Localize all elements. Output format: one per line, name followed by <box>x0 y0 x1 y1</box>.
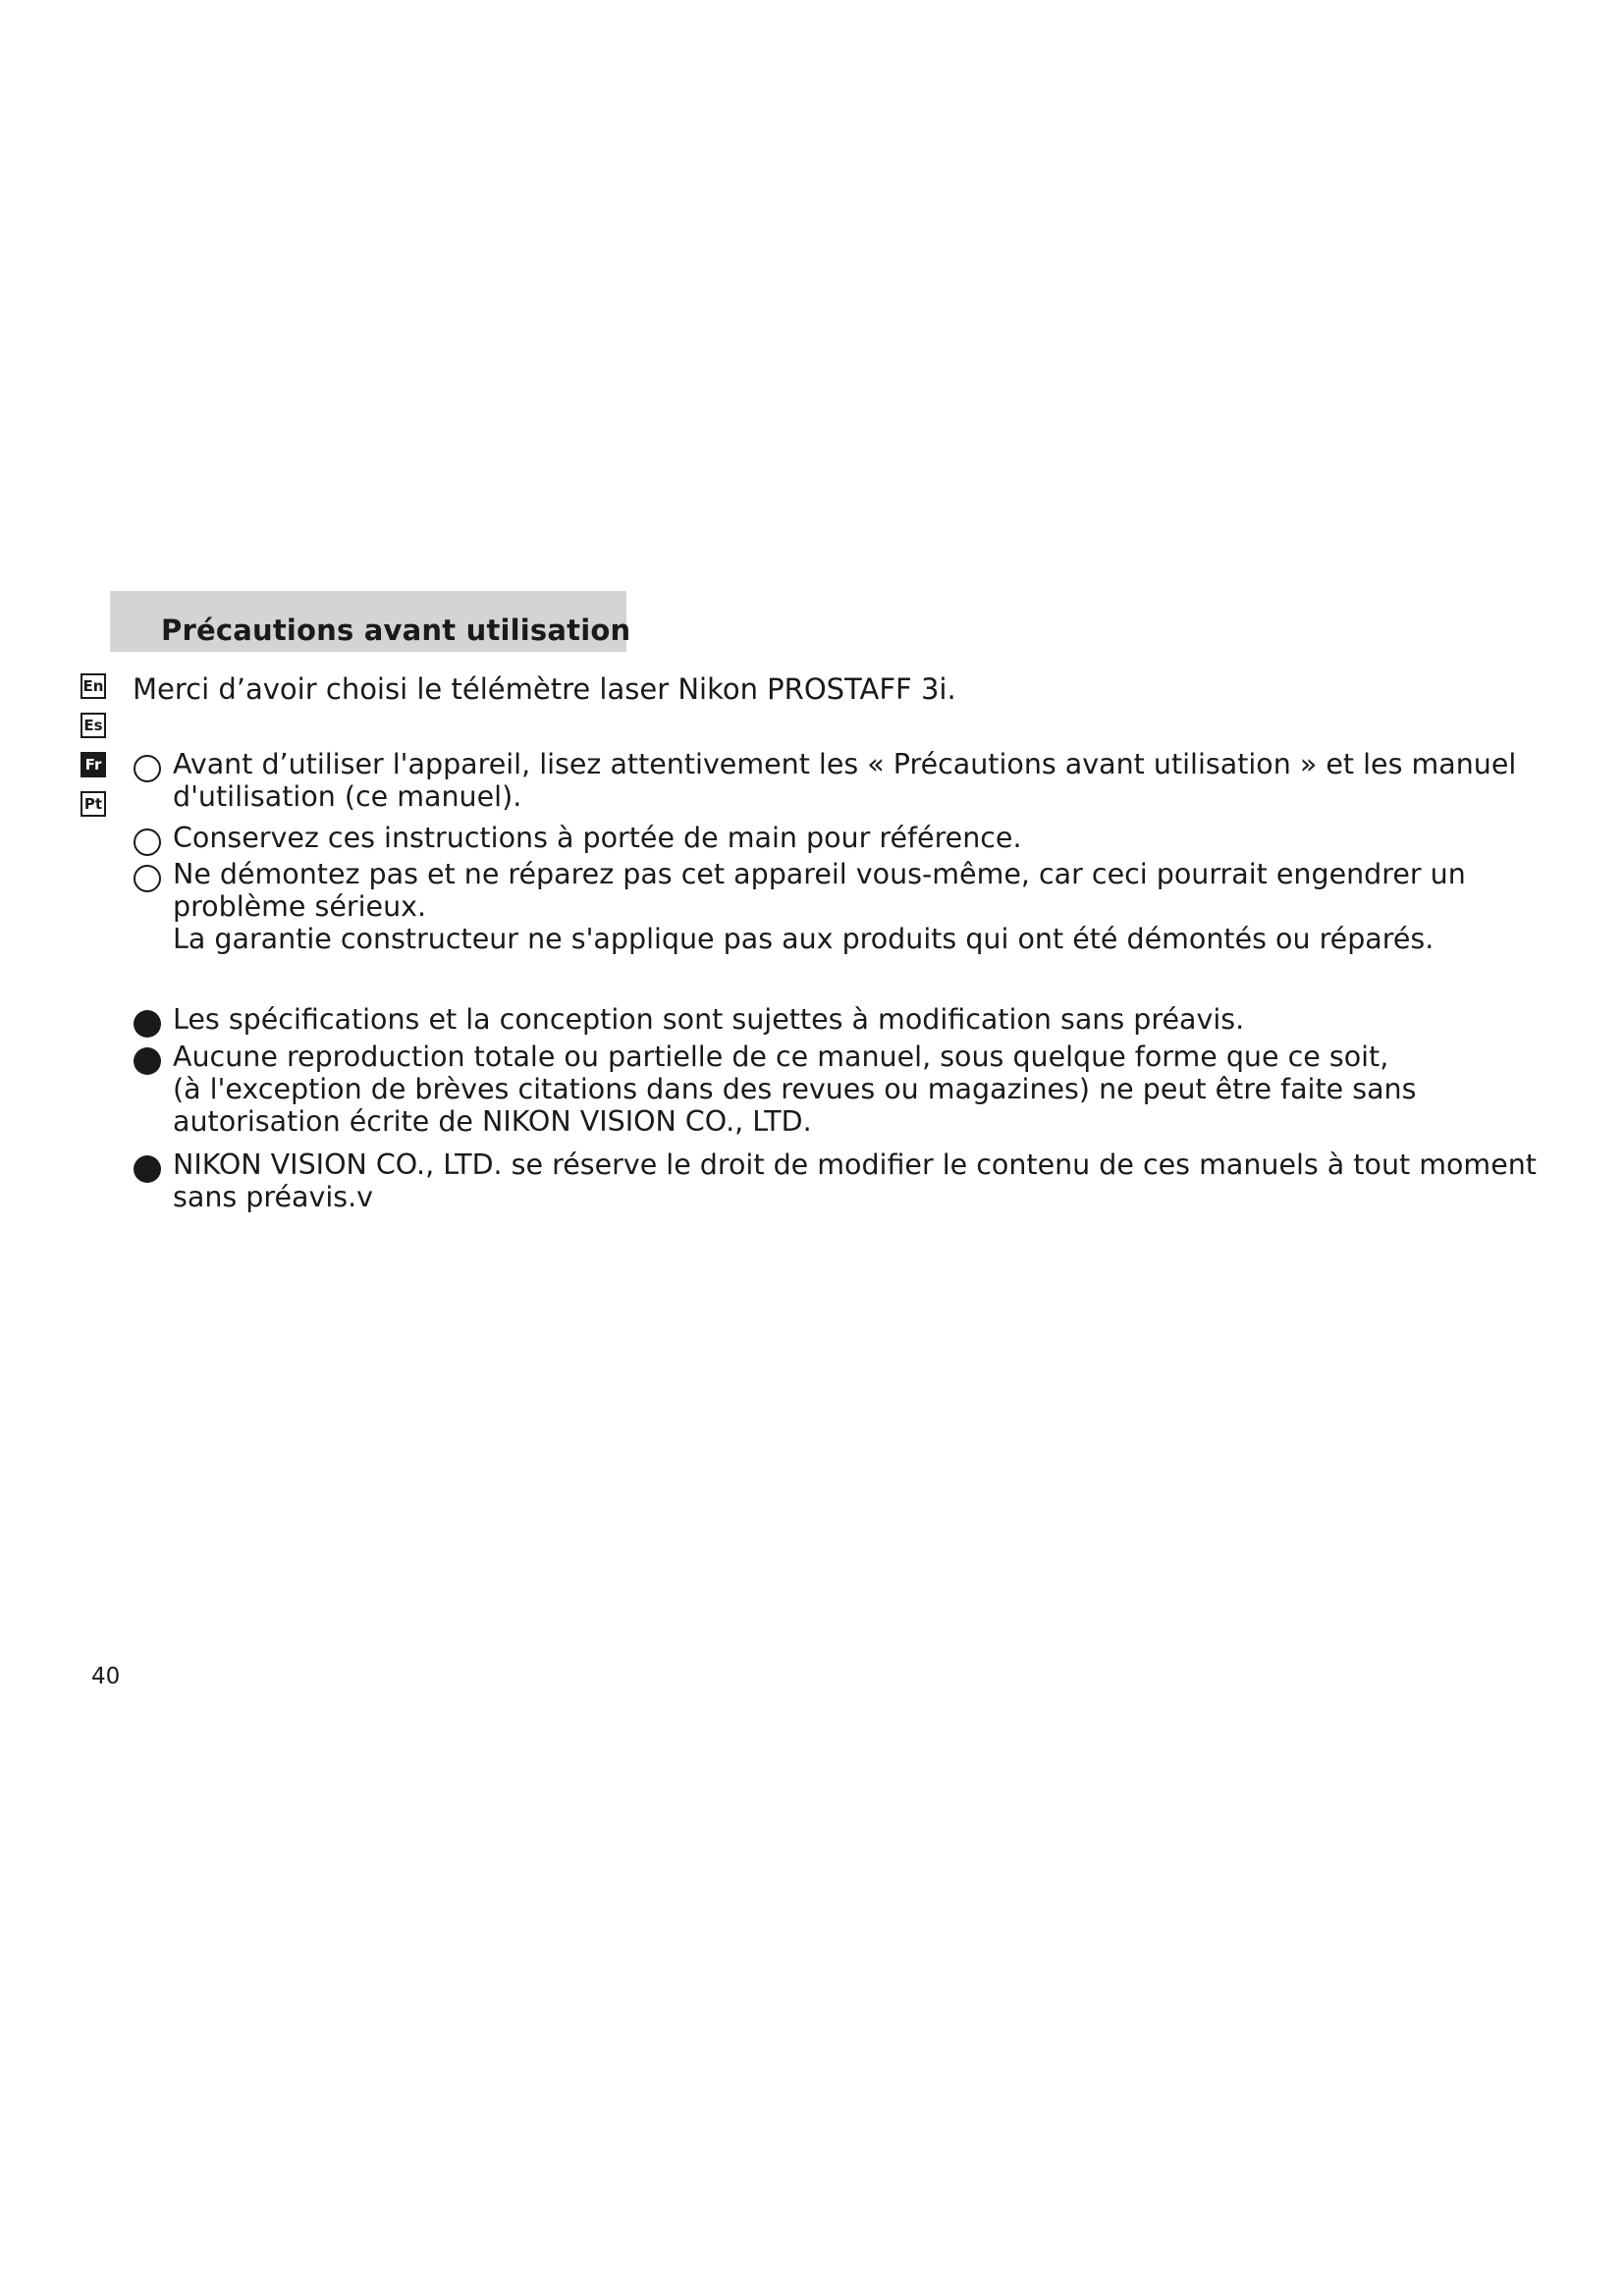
notice-line: Aucune reproduction totale ou partielle de ce manuel, sous quelque forme que ce soit, <box>173 1041 1389 1073</box>
language-tab-en[interactable]: En <box>81 673 106 699</box>
precaution-line: Avant d’utiliser l'appareil, lisez attentivement les « Précautions avant utilisation » et les manuel <box>173 748 1517 780</box>
intro-text: Merci d’avoir choisi le télémètre laser Nikon PROSTAFF 3i. <box>133 672 956 706</box>
language-tab-pt[interactable]: Pt <box>81 791 106 817</box>
notice-line: (à l'exception de brèves citations dans des revues ou magazines) ne peut être faite sans <box>173 1073 1417 1105</box>
language-tab-fr[interactable]: Fr <box>81 752 106 777</box>
notice-line: autorisation écrite de NIKON VISION CO., LTD. <box>173 1105 812 1138</box>
filled-circle-icon <box>134 1047 161 1075</box>
hollow-circle-icon <box>134 828 161 856</box>
precaution-line: La garantie constructeur ne s'applique pas aux produits qui ont été démontés ou réparés. <box>173 923 1435 955</box>
precaution-line: Ne démontez pas et ne réparez pas cet appareil vous-même, car ceci pourrait engendrer un <box>173 858 1466 890</box>
notice-line: sans préavis.v <box>173 1181 374 1213</box>
precaution-line: Conservez ces instructions à portée de main pour référence. <box>173 822 1022 854</box>
precaution-line: problème sérieux. <box>173 890 427 923</box>
notice-line: Les spécifications et la conception sont sujettes à modification sans préavis. <box>173 1003 1245 1036</box>
hollow-circle-icon <box>134 755 161 782</box>
hollow-circle-icon <box>134 865 161 892</box>
precaution-line: d'utilisation (ce manuel). <box>173 780 522 813</box>
notice-line: NIKON VISION CO., LTD. se réserve le droit de modifier le contenu de ces manuels à tout moment <box>173 1148 1537 1181</box>
page-number: 40 <box>91 1664 121 1689</box>
section-title: Précautions avant utilisation <box>161 614 631 647</box>
filled-circle-icon <box>134 1155 161 1183</box>
language-tab-es[interactable]: Es <box>81 713 106 738</box>
filled-circle-icon <box>134 1010 161 1038</box>
